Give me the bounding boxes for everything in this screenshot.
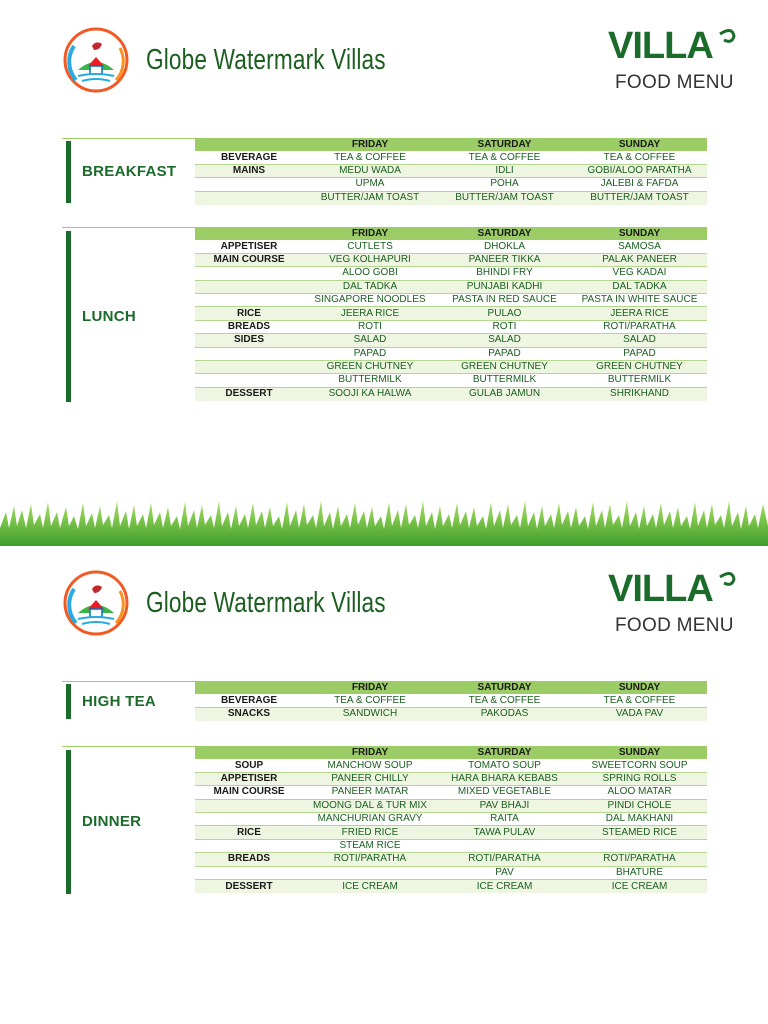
row-label: APPETISER bbox=[220, 240, 278, 252]
high-tea-menu-table bbox=[195, 681, 707, 721]
menu-cell: PAV BHAJI bbox=[479, 799, 530, 811]
menu-cell: SPRING ROLLS bbox=[602, 772, 677, 784]
menu-cell: ROTI/PARATHA bbox=[603, 853, 676, 865]
menu-cell: PAPAD bbox=[353, 347, 387, 359]
menu-cell: TAWA PULAV bbox=[473, 826, 536, 838]
header-day-sunday: SUNDAY bbox=[618, 227, 661, 239]
section-accent-bar bbox=[66, 141, 71, 203]
menu-page-bottom bbox=[0, 543, 768, 1024]
menu-cell: BHINDI FRY bbox=[476, 267, 533, 279]
menu-cell: PASTA IN WHITE SAUCE bbox=[581, 294, 698, 306]
menu-cell: ROTI/PARATHA bbox=[333, 853, 407, 865]
header-day-saturday: SATURDAY bbox=[477, 138, 532, 150]
menu-cell: VADA PAV bbox=[615, 708, 664, 720]
table-row bbox=[195, 294, 707, 307]
villa-logo-icon bbox=[608, 24, 738, 64]
menu-cell: GREEN CHUTNEY bbox=[461, 361, 548, 373]
table-row bbox=[195, 840, 707, 853]
breakfast-menu-table bbox=[195, 138, 707, 205]
menu-cell: JEERA RICE bbox=[610, 307, 669, 319]
table-row bbox=[195, 307, 707, 320]
header-day-saturday: SATURDAY bbox=[477, 681, 532, 693]
globe-logo-icon bbox=[62, 569, 130, 637]
row-label: BEVERAGE bbox=[220, 151, 278, 163]
menu-cell: TEA & COFFEE bbox=[468, 151, 541, 163]
menu-cell: VEG KOLHAPURI bbox=[329, 253, 411, 265]
row-label: SOUP bbox=[234, 759, 264, 771]
menu-cell: TEA & COFFEE bbox=[334, 694, 406, 706]
table-row bbox=[195, 281, 707, 294]
section-title: LUNCH bbox=[82, 308, 136, 325]
menu-cell: MANCHOW SOUP bbox=[327, 759, 413, 771]
section-breakfast bbox=[62, 138, 707, 206]
table-header-row bbox=[195, 681, 707, 694]
menu-cell: PAV bbox=[495, 866, 514, 878]
menu-cell: GREEN CHUTNEY bbox=[326, 361, 414, 373]
menu-cell: STEAMED RICE bbox=[601, 826, 677, 838]
menu-cell: JALEBI & FAFDA bbox=[600, 178, 679, 190]
table-row bbox=[195, 867, 707, 880]
table-row bbox=[195, 800, 707, 813]
brand-name: Globe Watermark Villas bbox=[146, 587, 386, 619]
menu-cell: MANCHURIAN GRAVY bbox=[317, 813, 423, 825]
menu-cell: GULAB JAMUN bbox=[468, 388, 541, 400]
table-row bbox=[195, 708, 707, 721]
header-day-friday: FRIDAY bbox=[351, 746, 389, 758]
table-row bbox=[195, 694, 707, 707]
menu-cell: PULAO bbox=[487, 307, 522, 319]
table-row bbox=[195, 165, 707, 178]
grass-divider-icon bbox=[0, 498, 768, 546]
table-row bbox=[195, 192, 707, 205]
section-title: BREAKFAST bbox=[82, 163, 177, 180]
menu-cell: BUTTER/JAM TOAST bbox=[320, 192, 420, 204]
table-row bbox=[195, 361, 707, 374]
table-row bbox=[195, 254, 707, 267]
menu-cell: TEA & COFFEE bbox=[603, 151, 676, 163]
menu-cell: IDLI bbox=[495, 164, 514, 176]
villa-logo-text: VILLA bbox=[608, 568, 713, 607]
table-row bbox=[195, 388, 707, 401]
menu-cell: DAL TADKA bbox=[612, 280, 667, 292]
menu-cell: BUTTER/JAM TOAST bbox=[590, 192, 689, 204]
table-header-row bbox=[195, 227, 707, 240]
table-row bbox=[195, 813, 707, 826]
menu-cell: HARA BHARA KEBABS bbox=[451, 772, 558, 784]
table-header-row bbox=[195, 746, 707, 759]
menu-cell: PAPAD bbox=[488, 347, 521, 359]
menu-cell: BUTTERMILK bbox=[338, 374, 402, 386]
table-row bbox=[195, 348, 707, 361]
globe-logo-icon bbox=[62, 26, 130, 94]
menu-cell: TOMATO SOUP bbox=[468, 759, 541, 771]
villa-logo-text: VILLA bbox=[608, 25, 713, 64]
menu-cell: SANDWICH bbox=[342, 708, 398, 720]
row-label: SIDES bbox=[233, 334, 264, 346]
brand-name: Globe Watermark Villas bbox=[146, 44, 386, 76]
section-accent-bar bbox=[66, 750, 71, 894]
menu-cell: BUTTERMILK bbox=[607, 374, 672, 386]
row-label: BREADS bbox=[227, 853, 271, 865]
table-row bbox=[195, 334, 707, 347]
section-divider bbox=[62, 227, 195, 228]
row-label: BREADS bbox=[227, 320, 271, 332]
food-menu-label: FOOD MENU bbox=[615, 615, 734, 636]
section-lunch bbox=[62, 227, 707, 405]
menu-cell: GREEN CHUTNEY bbox=[596, 361, 683, 373]
menu-cell: SINGAPORE NOODLES bbox=[314, 294, 426, 306]
menu-cell: MEDU WADA bbox=[339, 164, 401, 176]
table-row bbox=[195, 267, 707, 280]
menu-cell: SHRIKHAND bbox=[610, 388, 669, 400]
row-label: MAIN COURSE bbox=[213, 253, 285, 265]
table-row bbox=[195, 321, 707, 334]
menu-cell: SALAD bbox=[353, 334, 387, 346]
header-day-friday: FRIDAY bbox=[351, 138, 389, 150]
header-day-friday: FRIDAY bbox=[351, 681, 389, 693]
menu-page-top bbox=[0, 0, 768, 500]
menu-cell: ALOO MATAR bbox=[607, 786, 672, 798]
menu-cell: ICE CREAM bbox=[342, 880, 398, 892]
menu-cell: ROTI bbox=[492, 320, 517, 332]
dinner-menu-table bbox=[195, 746, 707, 893]
row-label: DESSERT bbox=[225, 388, 273, 400]
menu-cell: ALOO GOBI bbox=[342, 267, 398, 279]
menu-cell: BHATURE bbox=[615, 866, 664, 878]
row-label: RICE bbox=[237, 307, 261, 319]
table-row bbox=[195, 240, 707, 253]
section-high-tea bbox=[62, 681, 707, 722]
section-divider bbox=[62, 746, 195, 747]
section-divider bbox=[62, 138, 195, 139]
table-row bbox=[195, 880, 707, 893]
header-day-friday: FRIDAY bbox=[351, 227, 389, 239]
section-divider bbox=[62, 681, 195, 682]
menu-cell: PUNJABI KADHI bbox=[466, 280, 543, 292]
menu-cell: POHA bbox=[490, 178, 519, 190]
table-row bbox=[195, 151, 707, 164]
menu-cell: TEA & COFFEE bbox=[603, 694, 676, 706]
menu-cell: SOOJI KA HALWA bbox=[328, 388, 412, 400]
menu-cell: BUTTER/JAM TOAST bbox=[455, 192, 554, 204]
menu-cell: PAPAD bbox=[623, 347, 656, 359]
header-day-sunday: SUNDAY bbox=[618, 746, 661, 758]
menu-cell: CUTLETS bbox=[347, 240, 393, 252]
menu-cell: UPMA bbox=[355, 178, 385, 190]
menu-cell: PALAK PANEER bbox=[602, 253, 677, 265]
table-row bbox=[195, 853, 707, 866]
header-day-sunday: SUNDAY bbox=[618, 681, 661, 693]
menu-cell: ROTI/PARATHA bbox=[468, 853, 541, 865]
section-title: DINNER bbox=[82, 813, 142, 830]
menu-cell: PASTA IN RED SAUCE bbox=[452, 294, 557, 306]
menu-cell: BUTTERMILK bbox=[472, 374, 537, 386]
menu-cell: ICE CREAM bbox=[476, 880, 533, 892]
menu-cell: MIXED VEGETABLE bbox=[457, 786, 552, 798]
table-row bbox=[195, 786, 707, 799]
menu-cell: TEA & COFFEE bbox=[334, 151, 406, 163]
row-label: APPETISER bbox=[220, 772, 278, 784]
menu-cell: VEG KADAI bbox=[612, 267, 667, 279]
row-label: MAIN COURSE bbox=[213, 786, 285, 798]
table-header-row bbox=[195, 138, 707, 151]
section-title: HIGH TEA bbox=[82, 693, 157, 710]
menu-cell: SALAD bbox=[623, 334, 656, 346]
menu-cell: JEERA RICE bbox=[340, 307, 400, 319]
menu-cell: PANEER TIKKA bbox=[468, 253, 541, 265]
menu-cell: PANEER MATAR bbox=[331, 786, 409, 798]
menu-cell: SWEETCORN SOUP bbox=[591, 759, 688, 771]
header-day-saturday: SATURDAY bbox=[477, 227, 532, 239]
menu-cell: PAKODAS bbox=[480, 708, 529, 720]
menu-cell: DAL MAKHANI bbox=[605, 813, 674, 825]
section-accent-bar bbox=[66, 231, 71, 402]
menu-cell: DHOKLA bbox=[483, 240, 526, 252]
menu-cell: STEAM RICE bbox=[339, 839, 401, 851]
villa-logo-icon bbox=[608, 567, 738, 607]
table-row bbox=[195, 759, 707, 772]
row-label: RICE bbox=[237, 826, 261, 838]
row-label: BEVERAGE bbox=[220, 694, 278, 706]
lunch-menu-table bbox=[195, 227, 707, 401]
row-label: MAINS bbox=[232, 164, 266, 176]
menu-cell: SALAD bbox=[488, 334, 521, 346]
menu-cell: FRIED RICE bbox=[341, 826, 399, 838]
row-label: DESSERT bbox=[225, 880, 273, 892]
header-day-sunday: SUNDAY bbox=[618, 138, 661, 150]
menu-cell: ICE CREAM bbox=[611, 880, 668, 892]
section-accent-bar bbox=[66, 684, 71, 719]
menu-cell: RAITA bbox=[490, 813, 519, 825]
menu-cell: MOONG DAL & TUR MIX bbox=[313, 799, 427, 811]
header-day-saturday: SATURDAY bbox=[477, 746, 532, 758]
table-row bbox=[195, 826, 707, 839]
menu-cell: TEA & COFFEE bbox=[468, 694, 541, 706]
table-row bbox=[195, 178, 707, 191]
menu-cell: SAMOSA bbox=[618, 240, 661, 252]
menu-cell: PINDI CHOLE bbox=[607, 799, 672, 811]
menu-cell: DAL TADKA bbox=[342, 280, 398, 292]
menu-cell: GOBI/ALOO PARATHA bbox=[587, 164, 692, 176]
table-row bbox=[195, 773, 707, 786]
menu-cell: PANEER CHILLY bbox=[331, 772, 409, 784]
food-menu-label: FOOD MENU bbox=[615, 72, 734, 93]
row-label: SNACKS bbox=[227, 708, 271, 720]
section-dinner bbox=[62, 746, 707, 897]
menu-cell: ROTI/PARATHA bbox=[603, 320, 676, 332]
table-row bbox=[195, 374, 707, 387]
menu-cell: ROTI bbox=[358, 320, 382, 332]
